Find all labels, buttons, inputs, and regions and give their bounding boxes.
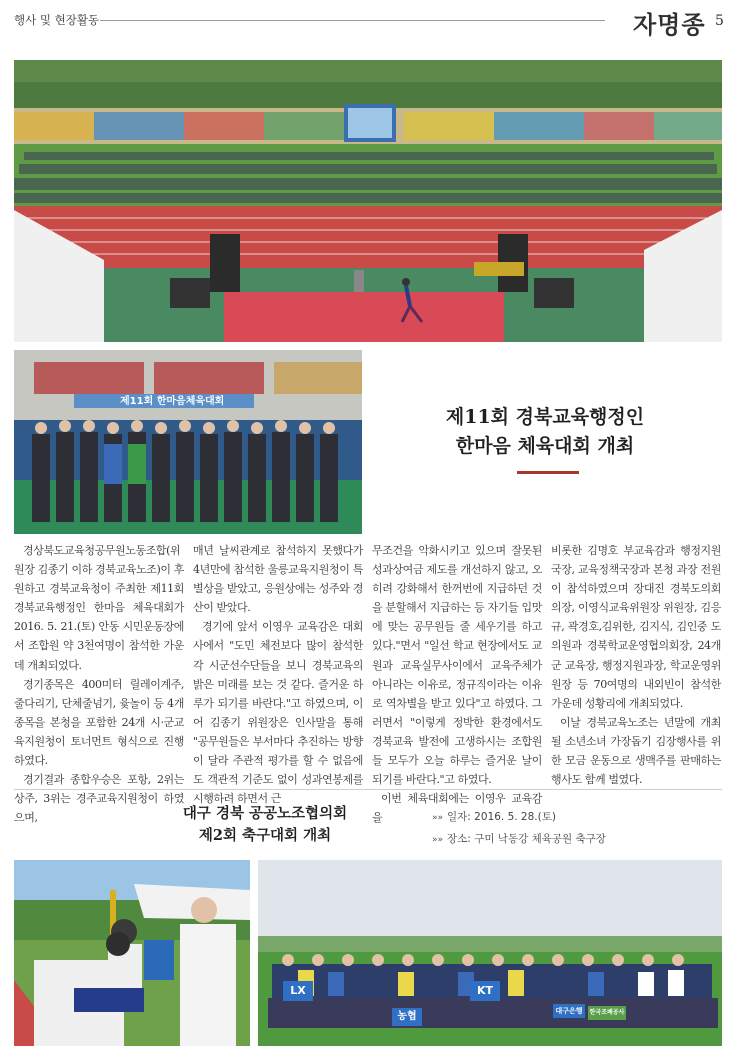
paragraph: 경기종목은 400미터 릴레이계주, 줄다리기, 단체줄넘기, 윷놀이 등 4개 종목을 본청을 포함한 24개 시·군교육지원청이 토너먼트 형식으로 진행하였다. <box>14 677 184 768</box>
sign-komsco: 한국조폐공사 <box>588 1006 626 1020</box>
article-column-1 <box>14 541 184 827</box>
stadium-photo <box>14 60 722 342</box>
headline-line-1: 대구 경북 공공노조협의회 <box>182 805 348 822</box>
team-photo <box>258 860 722 1046</box>
event-place <box>432 829 606 851</box>
double-chevron-icon: »» <box>432 813 444 823</box>
brand-logo: 자명종 <box>633 10 706 39</box>
sign-nh: 농협 <box>392 1008 422 1026</box>
headline-line-1: 제11회 경북교육행정인 <box>445 406 645 428</box>
sign-lx: LX <box>283 981 313 1001</box>
headline-line-2: 제2회 축구대회 개최 <box>198 827 332 844</box>
section-divider <box>14 789 722 790</box>
sign-kt: KT <box>470 981 500 1001</box>
paragraph: 매년 날씨관계로 참석하지 못했다가 4년만에 참석한 울릉교육지원청이 특별상을 받았고, 응원상에는 성주와 경산이 받았다. <box>193 544 363 615</box>
headline-line-2: 한마음 체육대회 개최 <box>455 435 635 457</box>
group-photo-banner: 제11회 한마음체육대회 <box>120 396 225 407</box>
paragraph: 이번 체육대회에는 이영우 교육감을 <box>372 792 542 825</box>
paragraph: 이날 경북교육노조는 년말에 개최될 소년소녀 가장돕기 김장행사를 위한 모금 운동으로 생맥주를 판매하는 행사도 함께 벌였다. <box>551 715 721 787</box>
article-headline <box>370 403 720 461</box>
headline-underline <box>517 471 579 474</box>
award-photo <box>14 860 250 1046</box>
paragraph: 무조건을 악화시키고 있으며 잘못된 성과상여금 제도를 개선하지 않고, 오히려 강화해서 한꺼번에 지급하던 것을 분할해서 지급하는 등 자기들 입맛에 맞는 공무원들 줄 세우기를 하고 있다."면서 "일선 학교 현장에서도 교원과 교육실무사이에서 교육주체가 아니라는 이유로, 정규직이라는 이유로 역차별을 받고 있다"고 하였다. 그러면서 "이렇게 정박한 환경에서도 경북교육 발전에 고생하시는 조합원들 모두가 오늘 하루는 즐거운 날이 되기를 바란다."고 하였다. <box>372 544 542 787</box>
event-date <box>432 807 606 829</box>
article-column-2 <box>193 541 363 808</box>
article2-headline <box>150 803 380 847</box>
page-number: 5 <box>715 13 724 29</box>
sign-daegu-bank: 대구은행 <box>553 1004 585 1018</box>
group-photo <box>14 350 362 534</box>
paragraph: 비롯한 김명호 부교육감과 행정지원국장, 교육정책국장과 본청 과장 전원이 참석하였으며 장대진 경북도의회 의장, 이영식교육위원장 위원장, 김응규, 곽경호,김위한, 김지식, 김인중 도의원과 경북학교운영협의회장, 24개군 교육장, 행정지원과장, 학교운영위원장 등 70여명의 내외빈이 참석한 가운데 성황리에 개최되었다. <box>551 544 721 710</box>
paragraph: 경기에 앞서 이영우 교육감은 대회사에서 "도민 체전보다 많이 참석한 각 시군선수단들을 보니 경북교육의 밝은 미래를 보는 것 같다. 즐거운 하루가 되기를 바란다."고 하였으며, 이어 김종기 위원장은 인사말을 통해 "공무원들은 부서마다 추진하는 방향이 달라 주관적 평가를 할 수 없음에도 객관적 기준도 없이 성과연봉제를 시행하려 하면서 근 <box>193 620 363 806</box>
double-chevron-icon: »» <box>432 835 444 845</box>
article-column-3 <box>372 541 542 827</box>
article-column-4 <box>551 541 721 789</box>
event-info <box>432 807 606 851</box>
paragraph: 경상북도교육청공무원노동조합(위원장 김종기 이하 경북교육노조)이 후원하고 경북교육청이 주최한 제11회 경북교육행정인 한마음 체육대회가 2016. 5. 21.(토) 안동 시민운동장에서 조합원 약 3천여명이 참석한 가운데 개최되었다. <box>14 544 184 672</box>
event-place-text: 장소: 구미 낙동강 체육공원 축구장 <box>447 833 606 845</box>
section-label: 행사 및 현장활동 <box>14 13 100 27</box>
header-rule <box>100 20 605 21</box>
event-date-text: 일자: 2016. 5. 28.(토) <box>447 811 556 823</box>
paragraph: 경기결과 종합우승은 포항, 2위는 상주, 3위는 경주교육지원청이 하였으며, <box>14 773 184 825</box>
